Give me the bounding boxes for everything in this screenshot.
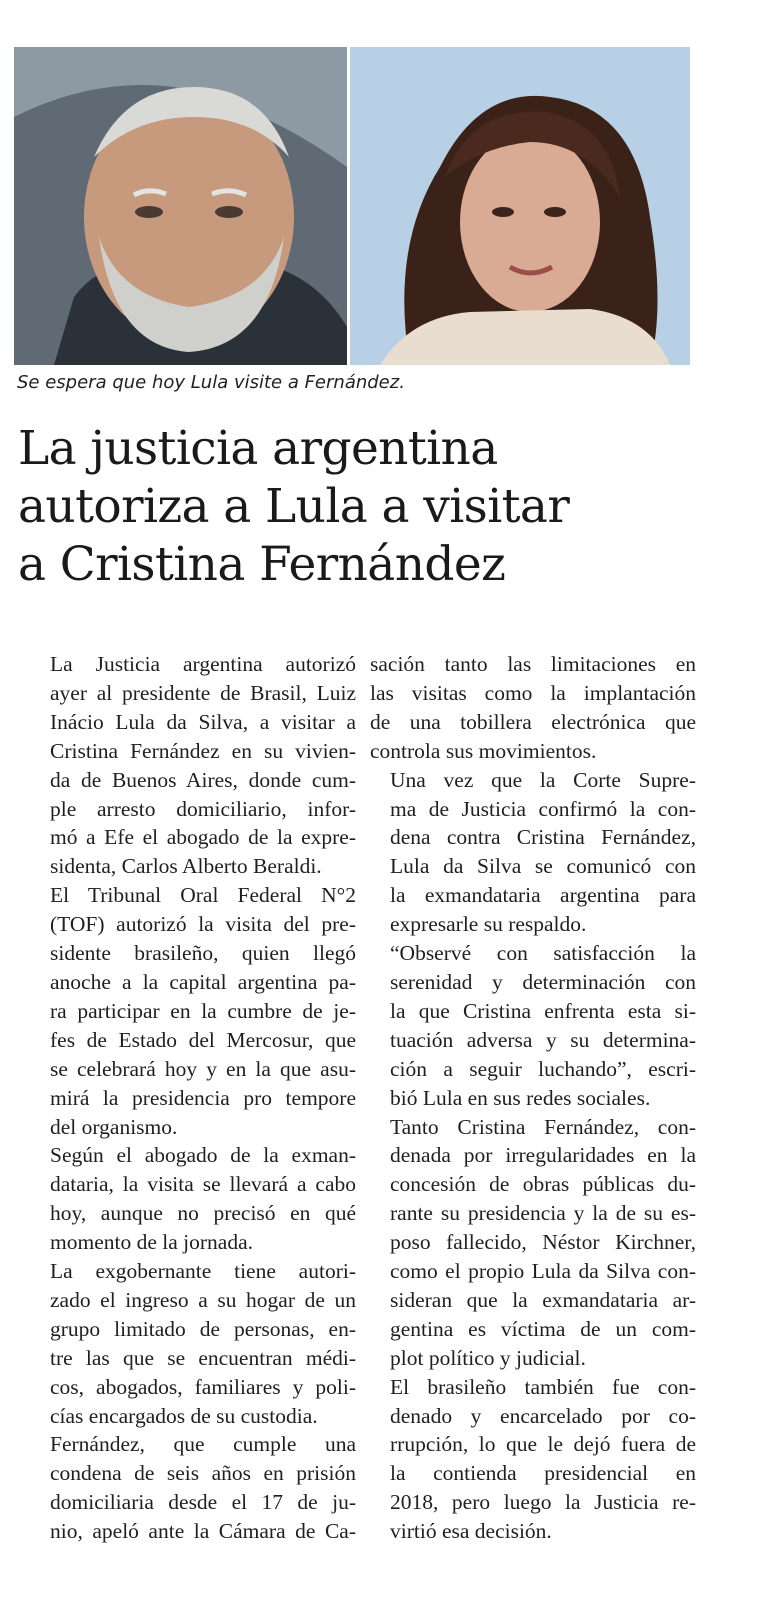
portrait-lula-image <box>14 47 347 365</box>
text-line: grupo limitado de personas, en- <box>50 1316 356 1341</box>
paragraph <box>30 881 356 1141</box>
text-line: bió Lula en sus redes sociales. <box>390 1085 651 1110</box>
paragraph <box>30 1141 356 1257</box>
text-line: La exgobernante tiene autori- <box>50 1259 356 1284</box>
text-line: mó a Efe el abogado de la expre- <box>50 825 356 850</box>
text-line: rrupción, lo que le dejó fuera de <box>390 1432 696 1457</box>
text-line: Una vez que la Corte Supre- <box>390 767 696 792</box>
article-column-left <box>30 650 356 1546</box>
text-line: la exmandataria argentina para <box>390 883 696 908</box>
text-line: ayer al presidente de Brasil, Luiz <box>50 680 356 705</box>
text-line: gentina es víctima de un com- <box>390 1316 696 1341</box>
text-line: denado y encarcelado por co- <box>390 1403 696 1428</box>
text-line: Tanto Cristina Fernández, con- <box>390 1114 696 1139</box>
paragraph <box>370 1373 696 1546</box>
text-line: nio, apeló ante la Cámara de Ca- <box>50 1519 356 1544</box>
paragraph <box>30 1257 356 1430</box>
text-line: poso fallecido, Néstor Kirchner, <box>390 1230 696 1255</box>
photo-lula <box>14 47 347 365</box>
text-line: (TOF) autorizó la visita del pre- <box>50 912 356 937</box>
text-line: concesión de obras públicas du- <box>390 1172 696 1197</box>
text-line: denada por irregularidades en la <box>390 1143 696 1168</box>
text-line: de una tobillera electrónica que <box>370 709 696 734</box>
paragraph <box>370 939 696 1112</box>
headline-line: a Cristina Fernández <box>18 537 506 592</box>
text-line: expresarle su respaldo. <box>390 912 587 937</box>
text-line: tre las que se encuentran médi- <box>50 1345 356 1370</box>
photo-cristina <box>350 47 690 365</box>
text-line: del organismo. <box>50 1114 178 1139</box>
text-line: las visitas como la implantación <box>370 680 696 705</box>
text-line: condena de seis años en prisión <box>50 1461 356 1486</box>
article-column-right <box>370 650 696 1546</box>
text-line: la que Cristina enfrenta esta si- <box>390 998 696 1023</box>
text-line: sidente brasileño, quien llegó <box>50 941 356 966</box>
text-line: cías encargados de su custodia. <box>50 1403 318 1428</box>
text-line: cos, abogados, familiares y poli- <box>50 1374 356 1399</box>
text-line: ción a seguir luchando”, escri- <box>390 1056 696 1081</box>
photo-caption: Se espera que hoy Lula visite a Fernández. <box>17 372 405 393</box>
text-line: controla sus movimientos. <box>370 738 597 763</box>
portrait-cristina-image <box>350 47 690 365</box>
text-line: ple arresto domiciliario, infor- <box>50 796 356 821</box>
text-line: virtió esa decisión. <box>390 1519 552 1544</box>
paragraph <box>370 650 696 766</box>
text-line: El Tribunal Oral Federal N°2 <box>50 883 356 908</box>
text-line: plot político y judicial. <box>390 1345 586 1370</box>
photo-row <box>14 47 690 365</box>
text-line: momento de la jornada. <box>50 1230 253 1255</box>
text-line: Inácio Lula da Silva, a visitar a <box>50 709 356 734</box>
text-line: hoy, aunque no precisó en qué <box>50 1201 356 1226</box>
text-line: sidenta, Carlos Alberto Beraldi. <box>50 854 322 879</box>
text-line: da de Buenos Aires, donde cum- <box>50 767 356 792</box>
text-line: rante su presidencia y la de su es- <box>390 1201 696 1226</box>
text-line: anoche a la capital argentina pa- <box>50 969 356 994</box>
paragraph <box>30 650 356 881</box>
text-line: mirá la presidencia pro tempore <box>50 1085 356 1110</box>
text-line: Fernández, que cumple una <box>50 1432 356 1457</box>
text-line: ra participar en la cumbre de je- <box>50 998 356 1023</box>
text-line: 2018, pero luego la Justicia re- <box>390 1490 696 1515</box>
text-line: El brasileño también fue con- <box>390 1374 696 1399</box>
text-line: zado el ingreso a su hogar de un <box>50 1287 356 1312</box>
text-line: serenidad y determinación con <box>390 969 696 994</box>
text-line: Cristina Fernández en su vivien- <box>50 738 356 763</box>
text-line: “Observé con satisfacción la <box>390 941 696 966</box>
headline-line: La justicia argentina <box>18 421 498 476</box>
text-line: la contienda presidencial en <box>390 1461 696 1486</box>
paragraph <box>370 1113 696 1373</box>
text-line: dena contra Cristina Fernández, <box>390 825 696 850</box>
paragraph <box>370 766 696 939</box>
text-line: tuación adversa y su determina- <box>390 1027 696 1052</box>
text-line: domiciliaria desde el 17 de ju- <box>50 1490 356 1515</box>
paragraph <box>30 1430 356 1546</box>
headline <box>18 420 738 594</box>
text-line: ma de Justicia confirmó la con- <box>390 796 696 821</box>
text-line: La Justicia argentina autorizó <box>50 652 356 676</box>
text-line: Según el abogado de la exman- <box>50 1143 356 1168</box>
text-line: dataria, la visita se llevará a cabo <box>50 1172 356 1197</box>
text-line: sación tanto las limitaciones en <box>370 652 696 676</box>
text-line: fes de Estado del Mercosur, que <box>50 1027 356 1052</box>
text-line: sideran que la exmandataria ar- <box>390 1287 696 1312</box>
text-line: Lula da Silva se comunicó con <box>390 854 696 879</box>
text-line: como el propio Lula da Silva con- <box>390 1259 696 1284</box>
headline-line: autoriza a Lula a visitar <box>18 479 570 534</box>
text-line: se celebrará hoy y en la que asu- <box>50 1056 356 1081</box>
